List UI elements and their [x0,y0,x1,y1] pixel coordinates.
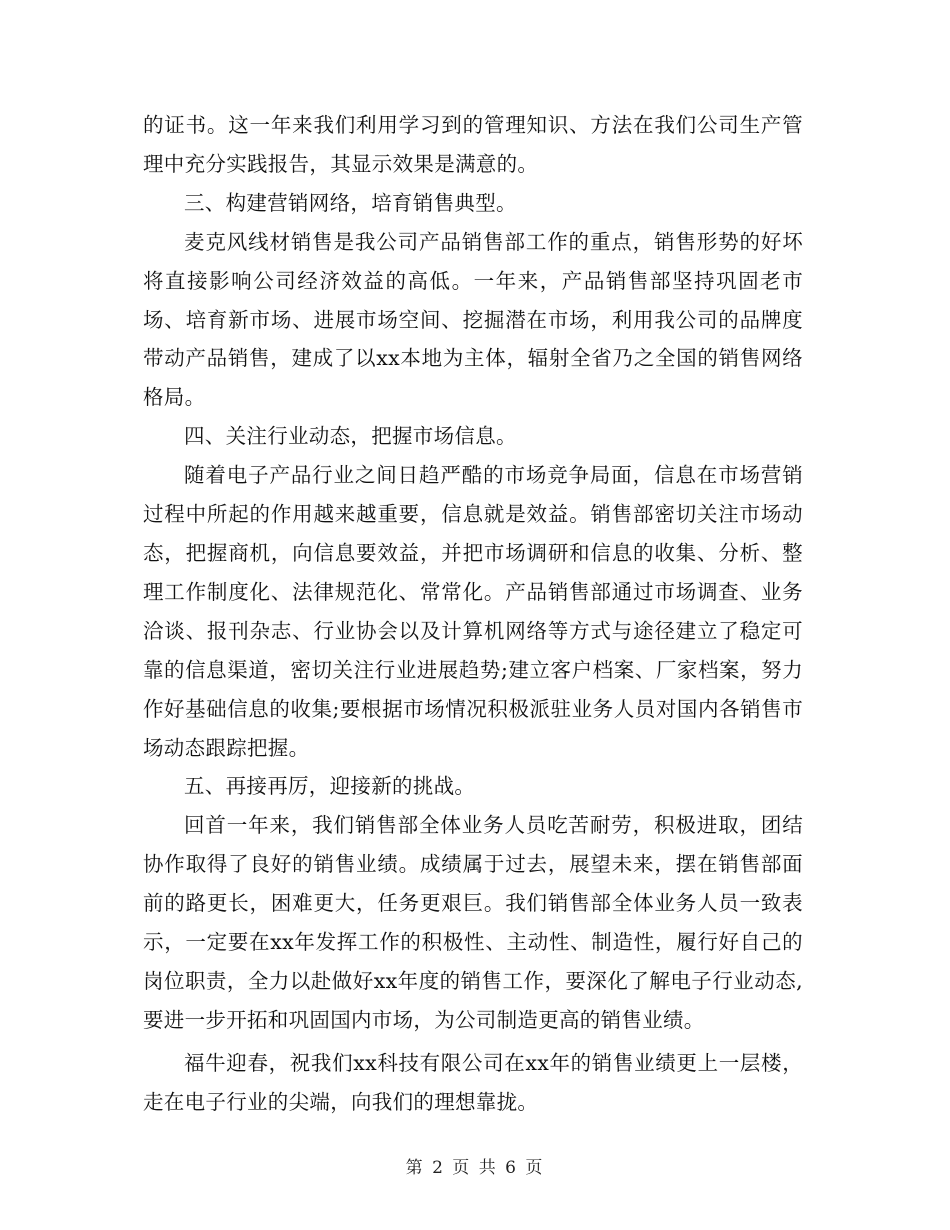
paragraph-sales-network: 麦克风线材销售是我公司产品销售部工作的重点，销售形势的好坏将直接影响公司经济效益的高低。一年来，产品销售部坚持巩固老市场、培育新市场、进展市场空间、挖掘潜在市场，利用我公司的品牌度带动产品销售，建成了以xx本地为主体，辐射全省乃之全国的销售网络格局。 [143,229,803,410]
heading-section-five: 五、再接再厉，迎接新的挑战。 [184,774,476,799]
paragraph-certificate-continuation: 的证书。这一年来我们利用学习到的管理知识、方法在我们公司生产管理中充分实践报告，其显示效果是满意的。 [143,113,803,176]
paragraph-market-information: 随着电子产品行业之间日趋严酷的市场竞争局面，信息在市场营销过程中所起的作用越来越重要，信息就是效益。销售部密切关注市场动态，把握商机，向信息要效益，并把市场调研和信息的收集、分析、整理工作制度化、法律规范化、常常化。产品销售部通过市场调查、业务洽谈、报刊杂志、行业协会以及计算机网络等方式与途径建立了稳定可靠的信息渠道，密切关注行业进展趋势;建立客户档案、厂家档案，努力作好基础信息的收集;要根据市场情况积极派驻业务人员对国内各销售市场动态跟踪把握。 [143,463,803,760]
paragraph-new-challenges: 回首一年来，我们销售部全体业务人员吃苦耐劳，积极进取，团结协作取得了良好的销售业绩。成绩属于过去，展望未来，摆在销售部面前的路更长，困难更大，任务更艰巨。我们销售部全体业务人员一致表示，一定要在xx年发挥工作的积极性、主动性、制造性，履行好自己的岗位职责，全力以赴做好xx年度的销售工作，要深化了解电子行业动态,要进一步开拓和巩固国内市场，为公司制造更高的销售业绩。 [143,813,803,1032]
heading-section-four: 四、关注行业动态，把握市场信息。 [184,424,517,449]
page-number-footer: 第 2 页 共 6 页 [405,1158,545,1178]
heading-section-three: 三、构建营销网络，培育销售典型。 [184,190,517,215]
document-body [143,106,803,1122]
paragraph-closing-wishes: 福牛迎春，祝我们xx科技有限公司在xx年的销售业绩更上一层楼，走在电子行业的尖端，向我们的理想靠拢。 [143,1050,803,1114]
